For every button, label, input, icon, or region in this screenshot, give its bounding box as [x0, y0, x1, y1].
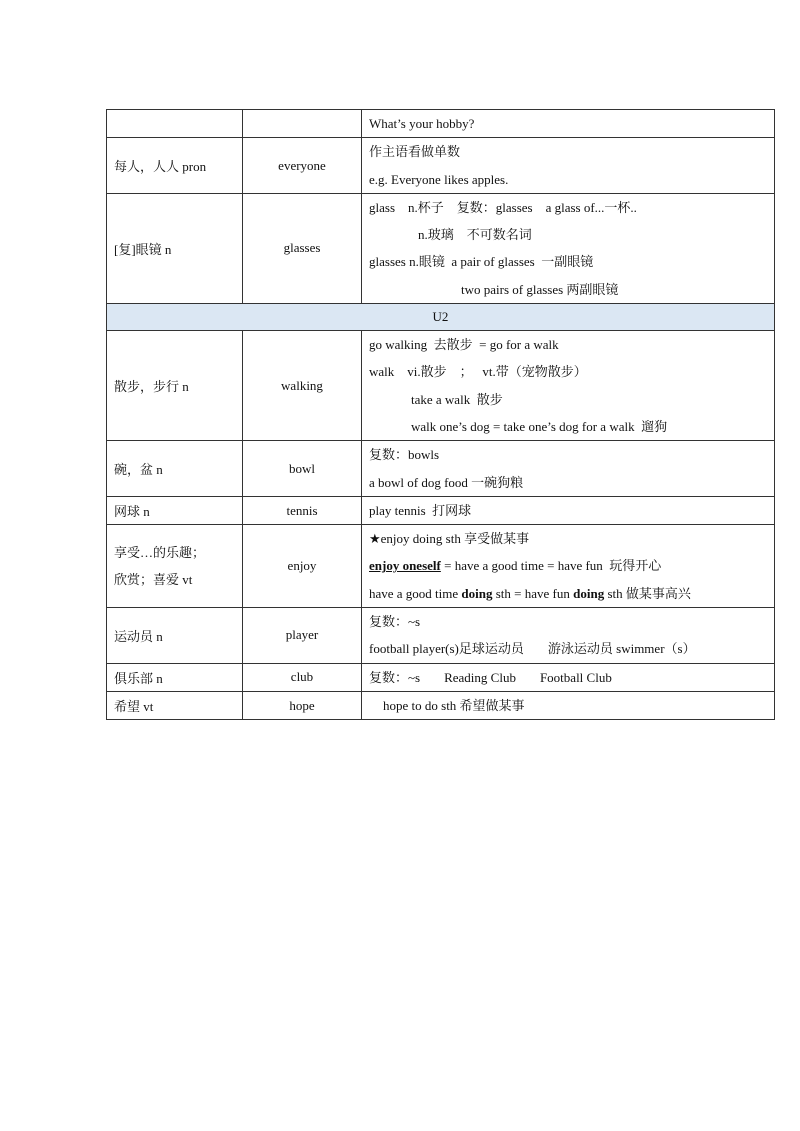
- table-row: [107, 608, 775, 664]
- table-row: [107, 110, 775, 138]
- phrase-text: Reading Club: [444, 669, 516, 685]
- phrase-text: = have a good time = have fun 玩得开心: [440, 558, 662, 574]
- note-line: hope to do sth 希望做某事: [383, 697, 525, 713]
- note-line: go walking 去散步 = go for a walk: [369, 337, 559, 353]
- chinese-meaning-cell: 网球 n: [107, 496, 243, 524]
- note-line: walk one’s dog = take one’s dog for a walk 遛狗: [411, 418, 668, 434]
- meaning-line: 欣赏；喜爱 vt: [114, 572, 193, 588]
- chinese-meaning-cell: 每人，人人 pron: [107, 138, 243, 194]
- phrase-bold: doing: [573, 585, 605, 601]
- chinese-meaning-cell: [复]眼镜 n: [107, 193, 243, 303]
- note-line: walk vi.散步 ； vt.带（宠物散步）: [369, 364, 587, 380]
- note-line: play tennis 打网球: [369, 502, 472, 518]
- note-line: ★enjoy doing sth 享受做某事: [369, 531, 530, 547]
- english-word-cell: club: [243, 663, 362, 691]
- table-row: [107, 138, 775, 194]
- usage-notes-cell: [362, 138, 775, 194]
- english-word-cell: player: [243, 608, 362, 664]
- usage-notes-cell: [362, 331, 775, 441]
- meaning-line: 享受…的乐趣；: [114, 544, 206, 560]
- chinese-meaning-cell: 希望 vt: [107, 691, 243, 719]
- table-row: [107, 525, 775, 608]
- phrase-text: football player(s)足球运动员: [369, 641, 524, 657]
- table-row: [107, 691, 775, 719]
- phrase-text: sth = have fun: [492, 585, 574, 601]
- note-line: 作主语看做单数: [369, 144, 461, 160]
- english-word-cell: glasses: [243, 193, 362, 303]
- chinese-meaning-cell: 俱乐部 n: [107, 663, 243, 691]
- note-line: [369, 664, 767, 691]
- chinese-meaning-cell: [107, 525, 243, 608]
- english-word-cell: tennis: [243, 496, 362, 524]
- phrase-text: sth 做某事高兴: [604, 585, 691, 601]
- section-header-row: [107, 304, 775, 331]
- table-row: [107, 193, 775, 303]
- usage-notes-cell: [362, 441, 775, 497]
- note-line: n.玻璃 不可数名词: [418, 227, 532, 243]
- chinese-meaning-cell: 碗，盆 n: [107, 441, 243, 497]
- english-word-cell: everyone: [243, 138, 362, 194]
- note-line: a bowl of dog food 一碗狗粮: [369, 474, 524, 490]
- table-row: [107, 496, 775, 524]
- usage-notes-cell: [362, 525, 775, 608]
- usage-notes-cell: [362, 691, 775, 719]
- english-word-cell: enjoy: [243, 525, 362, 608]
- usage-notes-cell: [362, 663, 775, 691]
- vocabulary-table: [106, 109, 775, 720]
- phrase-text: 复数：~s: [369, 669, 421, 685]
- phrase-text: have a good time: [369, 585, 462, 601]
- note-line: e.g. Everyone likes apples.: [369, 171, 509, 187]
- usage-notes-cell: [362, 110, 775, 138]
- usage-notes-cell: [362, 608, 775, 664]
- note-line: 复数：~s: [369, 614, 421, 630]
- note-line: [369, 580, 767, 607]
- phrase-bold: doing: [461, 585, 493, 601]
- english-word-cell: [243, 110, 362, 138]
- note-line: two pairs of glasses 两副眼镜: [461, 281, 619, 297]
- section-title: U2: [107, 304, 775, 331]
- table-row: [107, 441, 775, 497]
- table-row: [107, 663, 775, 691]
- table-row: [107, 331, 775, 441]
- english-word-cell: hope: [243, 691, 362, 719]
- usage-notes-cell: [362, 193, 775, 303]
- chinese-meaning-cell: [107, 110, 243, 138]
- note-line: glass n.杯子 复数：glasses a glass of...一杯..: [369, 199, 637, 215]
- note-line: 复数：bowls: [369, 447, 440, 463]
- english-word-cell: bowl: [243, 441, 362, 497]
- note-line: [369, 552, 767, 579]
- english-word-cell: walking: [243, 331, 362, 441]
- note-line: [369, 635, 767, 662]
- chinese-meaning-cell: 运动员 n: [107, 608, 243, 664]
- phrase-text: 游泳运动员 swimmer（s）: [547, 641, 696, 657]
- note-line: glasses n.眼镜 a pair of glasses 一副眼镜: [369, 254, 594, 270]
- phrase-bold-underlined: enjoy oneself: [369, 558, 441, 574]
- phrase-text: Football Club: [539, 669, 612, 685]
- note-line: take a walk 散步: [411, 391, 503, 407]
- usage-notes-cell: [362, 496, 775, 524]
- chinese-meaning-cell: 散步，步行 n: [107, 331, 243, 441]
- note-line: What’s your hobby?: [369, 116, 475, 131]
